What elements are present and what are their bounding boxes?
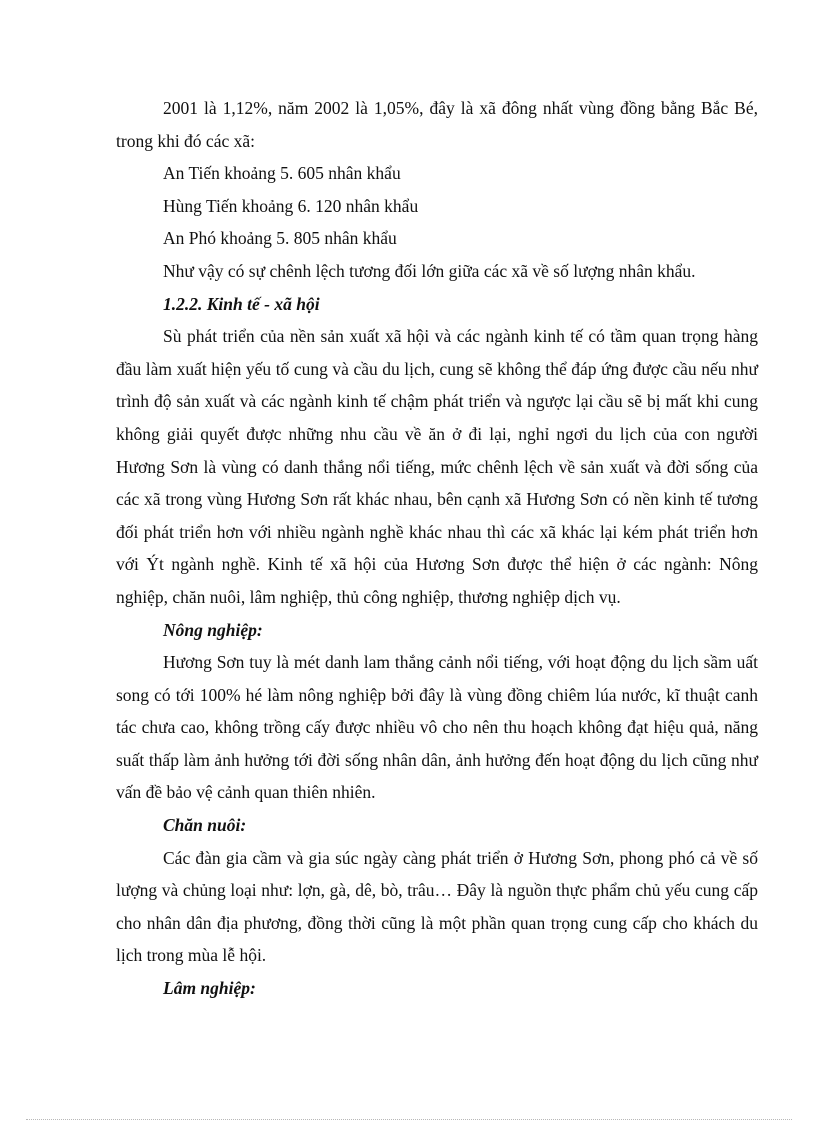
- subheading-forestry: Lâm nghiệp:: [163, 978, 256, 999]
- list-item-hung-tien: Hùng Tiến khoảng 6. 120 nhân khẩu: [163, 195, 419, 216]
- paragraph-population-summary: Như vậy có sự chênh lệch tương đối lớn giữa các xã về số lượng nhân khẩu.: [163, 260, 696, 281]
- footer-dotted-rule: [26, 1119, 792, 1120]
- section-heading-economy: 1.2.2. Kinh tế - xã hội: [163, 293, 320, 314]
- list-item-an-tien: An Tiến khoảng 5. 605 nhân khẩu: [163, 163, 401, 184]
- list-item-an-pho: An Phó khoảng 5. 805 nhân khẩu: [163, 228, 397, 249]
- document-body: [116, 92, 758, 1005]
- subheading-livestock: Chăn nuôi:: [163, 815, 247, 836]
- paragraph-economy: Sù phát triển của nền sản xuất xã hội và các ngành kinh tế có tầm quan trọng hàng đầu làm xuất hiện yếu tố cung và cầu du lịch, cung sẽ không thể đáp ứng được cầu nếu như trình độ sản xuất và các ngành kinh tế chậm phát triển và ngược lại cầu sẽ bị mất khi cung không giải quyết được những nhu cầu về ăn ở đi lại, nghỉ ngơi du lịch của con người Hương Sơn là vùng có danh thắng nổi tiếng, mức chênh lệch về sản xuất và đời sống của các xã trong vùng Hương Sơn rất khác nhau, bên cạnh xã Hương Sơn có nền kinh tế tương đối phát triển hơn với nhiều ngành nghề khác nhau thì các xã khác lại kém phát triển hơn với Ýt ngành nghề. Kinh tế xã hội của Hương Sơn được thể hiện ở các ngành: Nông nghiệp, chăn nuôi, lâm nghiệp, thủ công nghiệp, thương nghiệp dịch vụ.: [116, 326, 758, 607]
- subheading-agriculture: Nông nghiệp:: [163, 619, 263, 640]
- paragraph-population-intro: 2001 là 1,12%, năm 2002 là 1,05%, đây là xã đông nhất vùng đồng bằng Bắc Bé, trong khi đó các xã:: [116, 98, 758, 151]
- paragraph-agriculture: Hương Sơn tuy là mét danh lam thắng cảnh nổi tiếng, với hoạt động du lịch sầm uất song có tới 100% hé làm nông nghiệp bởi đây là vùng đồng chiêm lúa nước, kĩ thuật canh tác chưa cao, không trồng cấy được nhiều vô cho nên thu hoạch không đạt hiệu quả, năng suất thấp làm ảnh hưởng tới đời sống nhân dân, ảnh hưởng đến hoạt động du lịch cũng như vấn đề bảo vệ cảnh quan thiên nhiên.: [116, 652, 758, 803]
- paragraph-livestock: Các đàn gia cầm và gia súc ngày càng phát triển ở Hương Sơn, phong phó cả về số lượng và chủng loại như: lợn, gà, dê, bò, trâu… Đây là nguồn thực phẩm chủ yếu cung cấp cho nhân dân địa phương, đồng thời cũng là một phần quan trọng cung cấp cho khách du lịch trong mùa lễ hội.: [116, 847, 758, 966]
